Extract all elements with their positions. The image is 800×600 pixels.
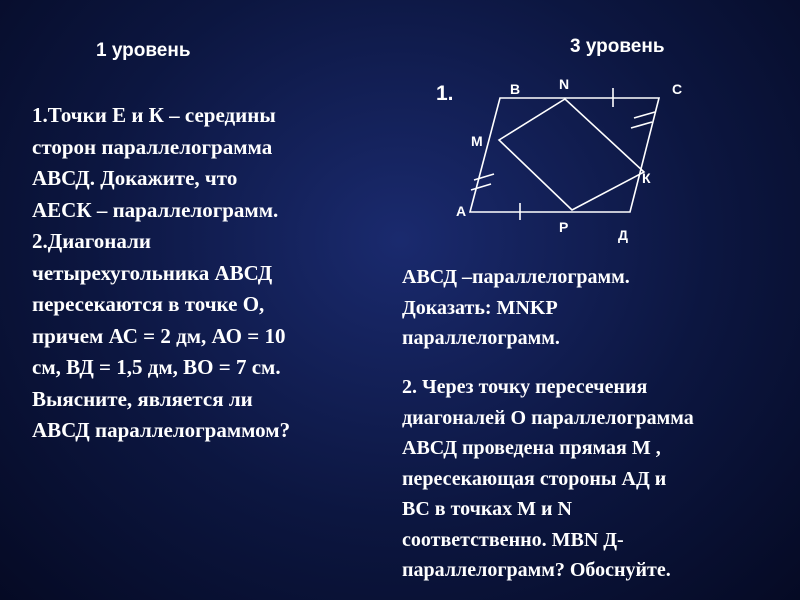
text-line: причем АС = 2 дм, АО = 10 [32, 323, 286, 348]
task-number: 1. [436, 82, 454, 105]
label-k: К [642, 170, 651, 186]
label-b: В [510, 81, 521, 97]
text-line: АВСД. Докажите, что [32, 166, 238, 190]
text-line: четырехугольника АВСД [32, 260, 273, 285]
label-a: А [456, 203, 467, 219]
text-line: АВСД проведена прямая М , [402, 437, 661, 459]
label-n: N [559, 76, 570, 92]
text-line: ВС в точках М и N [402, 498, 572, 520]
quadrilateral-mnkp [499, 99, 644, 210]
text-line: параллелограмм? Обоснуйте. [402, 559, 671, 581]
tick-mark [634, 112, 655, 118]
text-line: диагоналей О параллелограмма [402, 406, 694, 429]
label-p: Р [559, 219, 569, 235]
tick-mark [474, 174, 494, 180]
tick-mark [471, 184, 491, 190]
tick-mark [631, 122, 652, 128]
text-line: сторон параллелограмма [32, 134, 273, 159]
text-line: см, ВД = 1,5 дм, ВО = 7 см. [32, 355, 281, 379]
text-line: АЕСК – параллелограмм. [32, 197, 279, 222]
text-line: пересекаются в точке О, [32, 292, 265, 316]
level-3-heading: 3 уровень [570, 36, 665, 57]
text-line: АВСД –параллелограмм. [402, 266, 630, 288]
text-line: 1.Точки Е и К – середины [32, 103, 276, 127]
label-m: М [471, 133, 483, 149]
text-line: 2.Диагонали [32, 229, 151, 253]
parallelogram-abcd [470, 98, 659, 212]
text-line: АВСД параллелограммом? [32, 418, 291, 442]
level-1-heading: 1 уровень [96, 40, 191, 61]
problem-2-text [402, 372, 792, 586]
text-line: Выясните, является ли [32, 386, 253, 411]
text-line: Доказать: MNKP [402, 296, 558, 319]
text-line: 2. Через точку пересечения [402, 376, 648, 398]
text-line: пересекающая стороны АД и [402, 467, 667, 490]
text-line: соответственно. МВN Д- [402, 528, 624, 551]
problem-1-text [402, 262, 792, 354]
text-line: параллелограмм. [402, 327, 560, 349]
label-d: Д [618, 227, 628, 243]
label-c: С [672, 81, 683, 97]
